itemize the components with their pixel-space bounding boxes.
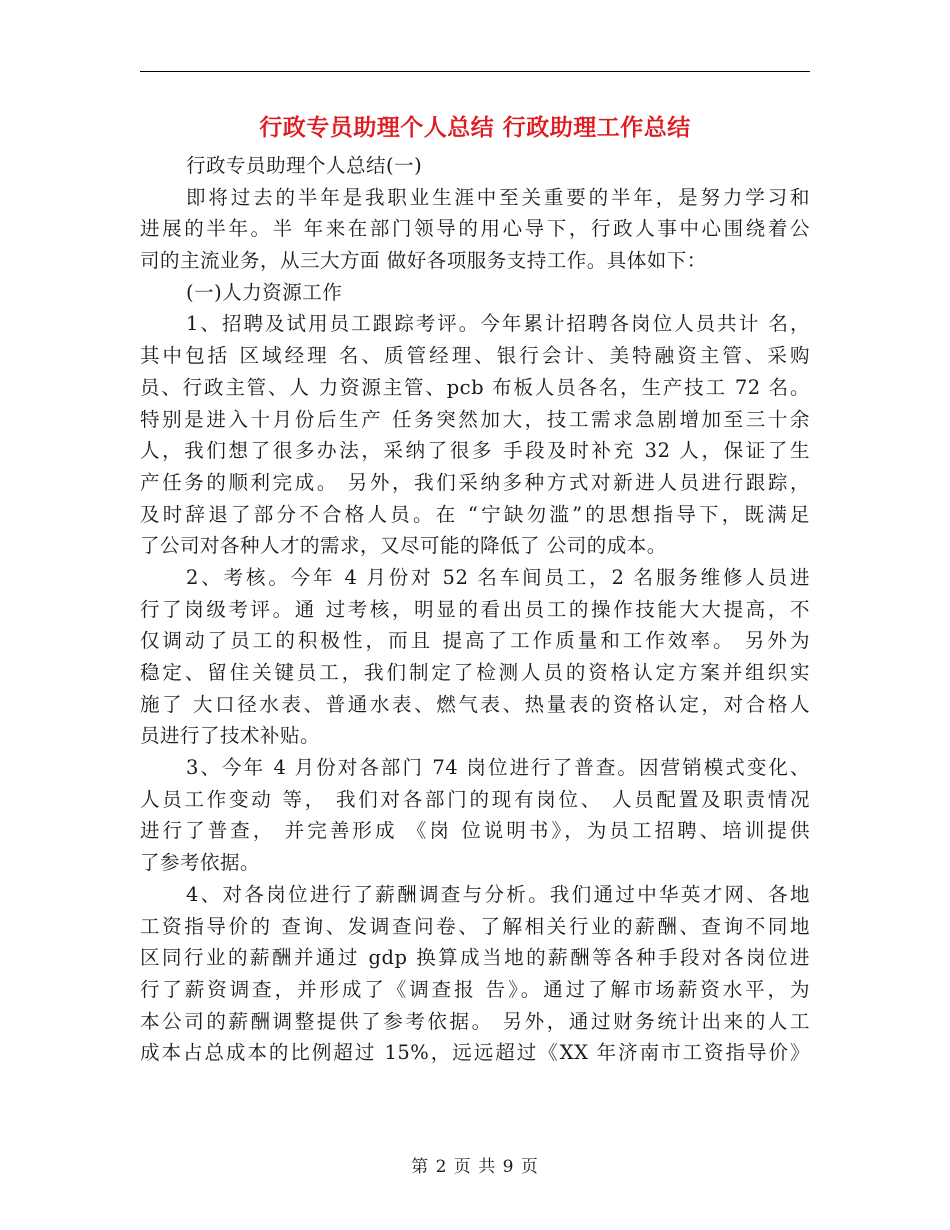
body-line: 4、对各岗位进行了薪酬调查与分析。我们通过中华英才网、各地 xyxy=(186,882,810,906)
body-line: 成本占总成本的比例超过 15%，远远超过《XX 年济南市工资指导价》 xyxy=(140,1041,810,1065)
body-line: (一)人力资源工作 xyxy=(186,280,343,304)
body-line: 行政专员助理个人总结(一) xyxy=(186,154,423,177)
body-line: 员进行了技术补贴。 xyxy=(140,724,321,748)
body-line: 本公司的薪酬调整提供了参考依据。 另外，通过财务统计出来的人工 xyxy=(140,1009,810,1033)
body-line: 了参考依据。 xyxy=(140,851,261,875)
header-rule xyxy=(140,71,810,72)
body-line: 其中包括 区域经理 名、质管经理、银行会计、美特融资主管、采购 xyxy=(140,344,810,368)
document-body xyxy=(140,150,810,1069)
page-footer: 第 2 页 共 9 页 xyxy=(411,1157,539,1177)
body-line: 2、考核。今年 4 月份对 52 名车间员工，2 名服务维修人员进 xyxy=(186,565,810,589)
body-line: 人，我们想了很多办法，采纳了很多 手段及时补充 32 人，保证了生 xyxy=(140,439,810,463)
body-line: 员、行政主管、人 力资源主管、pcb 布板人员各名，生产技工 72 名。 xyxy=(140,375,810,399)
body-line: 行了岗级考评。通 过考核，明显的看出员工的操作技能大大提高，不 xyxy=(140,597,810,621)
body-line: 3、今年 4 月份对各部门 74 岗位进行了普查。因营销模式变化、 xyxy=(186,756,810,780)
body-line: 进行了普查， 并完善形成 《岗 位说明书》，为员工招聘、培训提供 xyxy=(140,819,810,843)
body-line: 了公司对各种人才的需求，又尽可能的降低了 公司的成本。 xyxy=(140,534,667,558)
document-title: 行政专员助理个人总结 行政助理工作总结 xyxy=(259,115,691,141)
body-line: 及时辞退了部分不合格人员。在 “宁缺勿滥”的思想指导下，既满足 xyxy=(140,502,810,526)
body-line: 产任务的顺利完成。 另外，我们采纳多种方式对新进人员进行跟踪， xyxy=(140,470,810,494)
body-line: 即将过去的半年是我职业生涯中至关重要的半年，是努力学习和 xyxy=(186,185,810,209)
body-line: 进展的半年。半 年来在部门领导的用心导下，行政人事中心围绕着公 xyxy=(140,217,810,241)
body-line: 司的主流业务，从三大方面 做好各项服务支持工作。具体如下： xyxy=(140,249,707,273)
body-line: 行了薪资调查，并形成了《调查报 告》。通过了解市场薪资水平，为 xyxy=(140,977,810,1001)
body-line: 仅调动了员工的积极性，而且 提高了工作质量和工作效率。 另外为 xyxy=(140,629,810,653)
body-line: 特别是进入十月份后生产 任务突然加大，技工需求急剧增加至三十余 xyxy=(140,407,810,431)
body-line: 人员工作变动 等， 我们对各部门的现有岗位、 人员配置及职责情况 xyxy=(140,787,810,811)
body-line: 工资指导价的 查询、发调查问卷、了解相关行业的薪酬、查询不同地 xyxy=(140,914,810,938)
body-line: 施了 大口径水表、普通水表、燃气表、热量表的资格认定，对合格人 xyxy=(140,692,810,716)
body-line: 稳定、留住关键员工，我们制定了检测人员的资格认定方案并组织实 xyxy=(140,661,810,684)
body-line: 区同行业的薪酬并通过 gdp 换算成当地的薪酬等各种手段对各岗位进 xyxy=(140,946,810,970)
body-line: 1、招聘及试用员工跟踪考评。今年累计招聘各岗位人员共计 名， xyxy=(186,312,810,336)
